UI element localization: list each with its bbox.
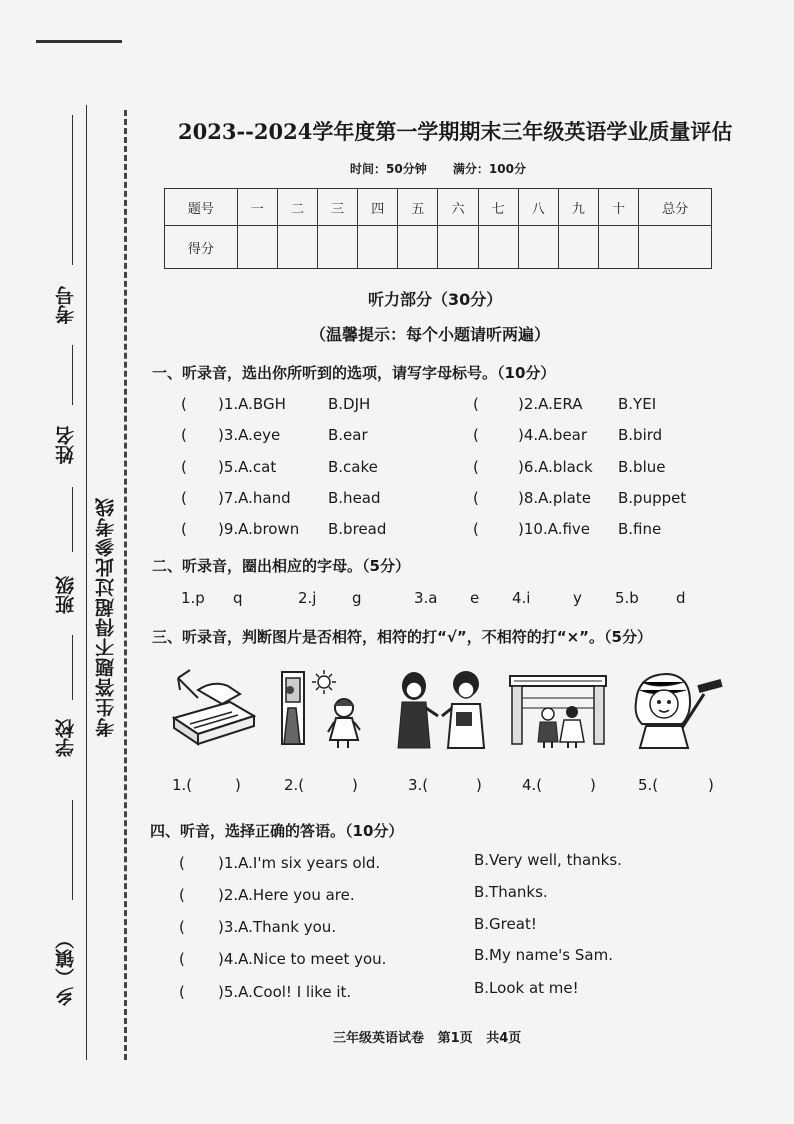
score-cell[interactable] xyxy=(478,226,518,269)
binding-warning: 考生答题不得超过此参考线 xyxy=(95,497,117,738)
field-school-line[interactable] xyxy=(72,635,73,700)
option-a: )9.A.brown xyxy=(218,520,300,538)
field-name-label: 姓名 xyxy=(55,426,77,464)
option-a: )4.A.bear xyxy=(518,426,588,444)
school-gate-picture xyxy=(508,668,608,750)
score-table-score-row xyxy=(165,226,712,269)
answer-paren[interactable]: ( xyxy=(179,918,185,936)
field-class-line[interactable] xyxy=(72,487,73,552)
answer-paren[interactable]: ( xyxy=(181,395,187,413)
girl-at-door-picture xyxy=(278,668,364,750)
corner-rule xyxy=(36,40,122,43)
option-b: B.fine xyxy=(618,520,662,538)
score-header-cell: 七 xyxy=(478,189,518,226)
judge-blank-4[interactable]: 4.( xyxy=(522,776,543,794)
answer-paren[interactable]: ( xyxy=(179,983,185,1001)
score-header-cell: 五 xyxy=(398,189,438,226)
response-option-b: B.My name's Sam. xyxy=(474,946,613,964)
exam-time: 时间：50分钟 xyxy=(350,162,427,176)
score-header-cell: 九 xyxy=(558,189,598,226)
score-cell[interactable] xyxy=(599,226,639,269)
answer-paren[interactable]: ( xyxy=(181,489,187,507)
letter-choice[interactable]: 5.b xyxy=(615,589,639,607)
response-option-b: B.Very well, thanks. xyxy=(474,851,622,869)
answer-paren[interactable]: ( xyxy=(179,886,185,904)
option-a: )3.A.eye xyxy=(218,426,281,444)
response-option-b: B.Great! xyxy=(474,915,537,933)
response-option-a: )5.A.Cool! I like it. xyxy=(218,983,352,1001)
option-b: B.bread xyxy=(328,520,387,538)
letter-choice[interactable]: 1.p xyxy=(181,589,205,607)
option-a: )1.A.BGH xyxy=(218,395,286,413)
response-option-a: )1.A.I'm six years old. xyxy=(218,854,381,872)
exam-info xyxy=(350,160,548,177)
option-b: B.head xyxy=(328,489,381,507)
score-table-header-row xyxy=(165,189,712,226)
field-school-label: 学校 xyxy=(55,719,77,757)
judge-close-paren: ) xyxy=(235,776,241,794)
judge-close-paren: ) xyxy=(590,776,596,794)
field-township-line[interactable] xyxy=(72,800,73,900)
score-cell[interactable] xyxy=(358,226,398,269)
score-cell[interactable] xyxy=(237,226,277,269)
judge-blank-2[interactable]: 2.( xyxy=(284,776,305,794)
option-b: B.puppet xyxy=(618,489,687,507)
letter-choice[interactable]: g xyxy=(352,589,362,607)
option-a: )2.A.ERA xyxy=(518,395,583,413)
score-cell[interactable] xyxy=(438,226,478,269)
answer-paren[interactable]: ( xyxy=(181,520,187,538)
girl-with-crayon-picture xyxy=(628,668,728,750)
sec2-heading: 二、听录音，圈出相应的字母。（5分） xyxy=(152,557,410,575)
option-a: )10.A.five xyxy=(518,520,591,538)
response-option-a: )4.A.Nice to meet you. xyxy=(218,950,387,968)
exam-title: 2023--2024学年度第一学期期末三年级英语学业质量评估 xyxy=(178,119,733,144)
answer-paren[interactable]: ( xyxy=(181,426,187,444)
page-footer: 三年级英语试卷 第1页 共4页 xyxy=(333,1031,522,1046)
letter-choice[interactable]: 2.j xyxy=(298,589,317,607)
score-header-cell: 三 xyxy=(318,189,358,226)
score-cell[interactable] xyxy=(639,226,712,269)
option-b: B.YEI xyxy=(618,395,657,413)
answer-paren[interactable]: ( xyxy=(473,426,479,444)
listening-title: 听力部分（30分） xyxy=(368,290,503,309)
option-a: )7.A.hand xyxy=(218,489,291,507)
judge-blank-5[interactable]: 5.( xyxy=(638,776,659,794)
judge-blank-1[interactable]: 1.( xyxy=(172,776,193,794)
answer-paren[interactable]: ( xyxy=(473,458,479,476)
response-option-b: B.Look at me! xyxy=(474,979,579,997)
option-b: B.cake xyxy=(328,458,378,476)
answer-paren[interactable]: ( xyxy=(179,950,185,968)
letter-choice[interactable]: e xyxy=(470,589,480,607)
score-header-cell: 题号 xyxy=(165,189,238,226)
score-header-cell: 一 xyxy=(237,189,277,226)
field-exam-number-label: 考号 xyxy=(55,286,77,324)
option-b: B.ear xyxy=(328,426,368,444)
letter-choice[interactable]: q xyxy=(233,589,243,607)
score-cell[interactable] xyxy=(277,226,317,269)
answer-paren[interactable]: ( xyxy=(473,489,479,507)
score-header-cell: 八 xyxy=(518,189,558,226)
score-header-cell: 六 xyxy=(438,189,478,226)
score-cell[interactable] xyxy=(558,226,598,269)
answer-paren[interactable]: ( xyxy=(179,854,185,872)
letter-choice[interactable]: y xyxy=(573,589,582,607)
option-a: )5.A.cat xyxy=(218,458,277,476)
option-a: )6.A.black xyxy=(518,458,593,476)
option-a: )8.A.plate xyxy=(518,489,591,507)
answer-paren[interactable]: ( xyxy=(181,458,187,476)
answer-paren[interactable]: ( xyxy=(473,520,479,538)
judge-blank-3[interactable]: 3.( xyxy=(408,776,429,794)
response-option-a: )2.A.Here you are. xyxy=(218,886,355,904)
option-b: B.DJH xyxy=(328,395,371,413)
judge-close-paren: ) xyxy=(708,776,714,794)
score-row-label: 得分 xyxy=(165,226,238,269)
listening-tip: （温馨提示：每个小题请听两遍） xyxy=(310,325,551,344)
score-header-cell: 四 xyxy=(358,189,398,226)
judge-close-paren: ) xyxy=(476,776,482,794)
letter-choice[interactable]: 4.i xyxy=(512,589,531,607)
field-class-label: 班级 xyxy=(55,576,77,614)
field-name-line[interactable] xyxy=(72,345,73,405)
sec1-heading: 一、听录音，选出你所听到的选项，请写字母标号。（10分） xyxy=(152,364,556,382)
option-b: B.bird xyxy=(618,426,663,444)
field-township-label: 乡（镇） xyxy=(55,930,77,1006)
score-header-cell: 总分 xyxy=(639,189,712,226)
pencil-box-picture xyxy=(168,668,258,750)
margin-line xyxy=(86,105,87,1060)
exam-full-score: 满分：100分 xyxy=(452,162,526,176)
letter-choice[interactable]: 3.a xyxy=(414,589,438,607)
field-exam-number-line[interactable] xyxy=(72,115,73,265)
letter-choice[interactable]: d xyxy=(676,589,686,607)
option-b: B.blue xyxy=(618,458,666,476)
response-option-b: B.Thanks. xyxy=(474,883,548,901)
answer-paren[interactable]: ( xyxy=(473,395,479,413)
score-table xyxy=(164,188,712,269)
score-cell[interactable] xyxy=(518,226,558,269)
judge-close-paren: ) xyxy=(352,776,358,794)
score-header-cell: 十 xyxy=(599,189,639,226)
binding-dashed-line xyxy=(124,110,127,1060)
sec4-heading: 四、听音，选择正确的答语。（10分） xyxy=(150,822,404,840)
score-header-cell: 二 xyxy=(277,189,317,226)
score-cell[interactable] xyxy=(318,226,358,269)
response-option-a: )3.A.Thank you. xyxy=(218,918,337,936)
sec3-heading: 三、听录音，判断图片是否相符，相符的打“√”，不相符的打“×”。（5分） xyxy=(152,628,652,646)
score-cell[interactable] xyxy=(398,226,438,269)
two-girls-picture xyxy=(392,668,492,750)
